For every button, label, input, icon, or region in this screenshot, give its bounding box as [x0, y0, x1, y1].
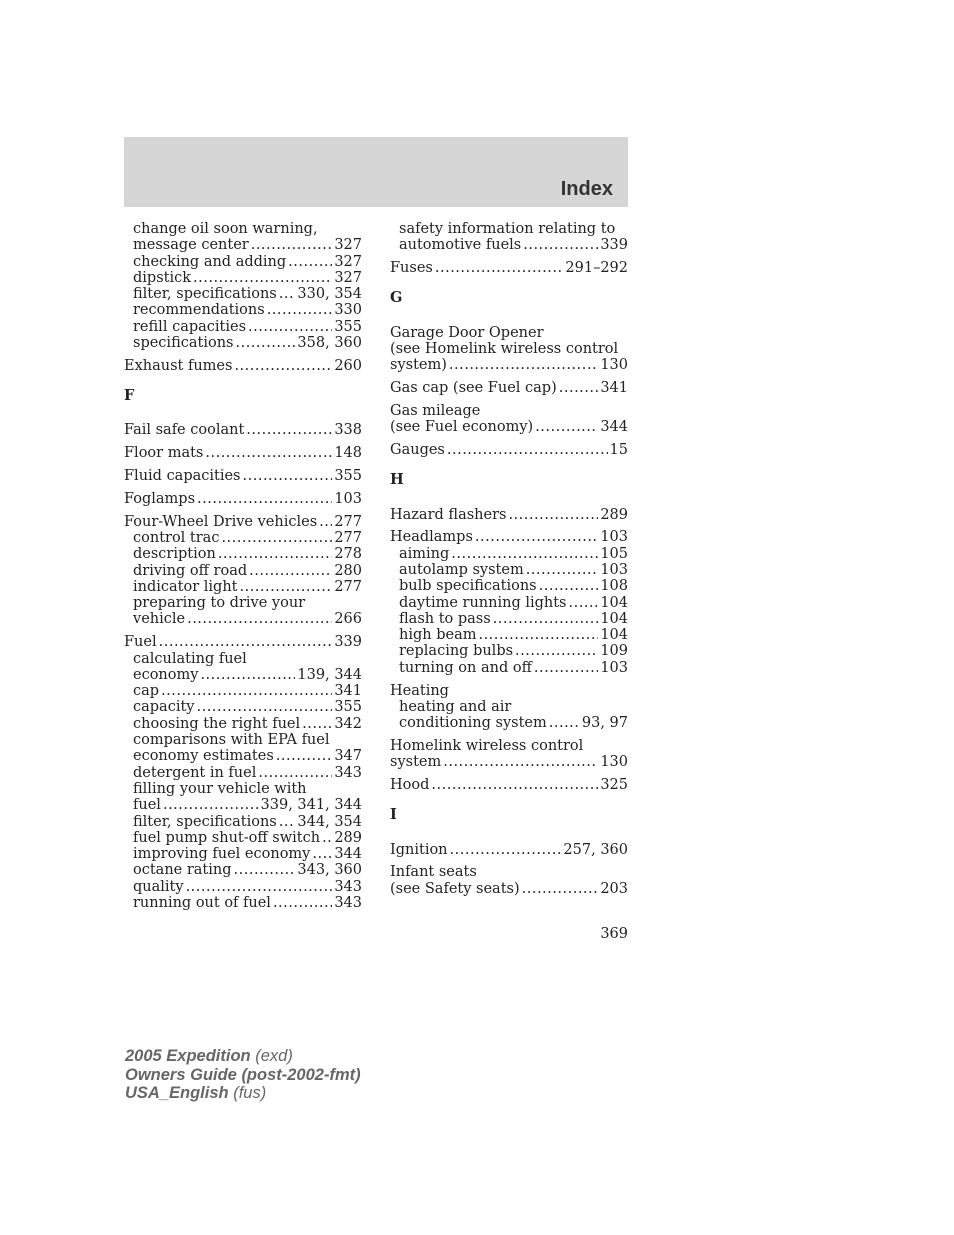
entry-text: Hood [390, 777, 430, 794]
entry-text: high beam [399, 627, 477, 644]
dot-leader [523, 237, 598, 253]
dot-leader [197, 491, 332, 507]
dot-leader [276, 748, 333, 764]
entry-page-ref: 104 [600, 594, 628, 611]
entry-text: safety information relating to [399, 221, 616, 237]
entry-page-ref: 109 [600, 643, 628, 660]
index-subentry-line [124, 595, 362, 611]
index-entry [124, 491, 362, 507]
entry-text: replacing bulbs [399, 643, 514, 660]
entry-text: autolamp system [399, 561, 524, 578]
dot-leader [539, 578, 599, 594]
index-subentry-line [390, 546, 628, 562]
index-subentry-line [390, 660, 628, 676]
index-entry-line [124, 468, 362, 484]
index-column-right [390, 221, 628, 904]
entry-text: vehicle [133, 611, 186, 628]
dot-leader [302, 716, 332, 732]
entry-page-ref: 103 [600, 561, 628, 578]
entry-page-ref: 93, 97 [581, 715, 628, 732]
entry-page-ref: 338 [334, 422, 362, 439]
entry-text: bulb specifications [399, 578, 537, 595]
entry-text: message center [133, 237, 249, 254]
index-entry-line [390, 754, 628, 770]
dot-leader [234, 862, 296, 878]
entry-text: Gas cap (see Fuel cap) [390, 380, 557, 397]
dot-leader [234, 358, 332, 374]
index-subentry-line [390, 699, 628, 715]
entry-page-ref: 339 [334, 634, 362, 651]
entry-page-ref: 355 [334, 318, 362, 335]
entry-page-ref: 358, 360 [297, 335, 362, 352]
dot-leader [267, 302, 333, 318]
index-subentry-line [390, 595, 628, 611]
entry-text: fuel [133, 797, 161, 814]
index-subentry-line [124, 732, 362, 748]
entry-page-ref: 327 [334, 253, 362, 270]
dot-leader [279, 286, 296, 302]
index-subentry-line [124, 667, 362, 683]
entry-text: change oil soon warning, [133, 221, 318, 237]
entry-text: aiming [399, 545, 450, 562]
entry-page-ref: 289 [334, 829, 362, 846]
header-bar [124, 137, 628, 207]
dot-leader [218, 546, 333, 562]
dot-leader [559, 380, 599, 396]
entry-page-ref: 139, 344 [297, 666, 362, 683]
entry-text: Gauges [390, 441, 445, 458]
entry-text: flash to pass [399, 610, 491, 627]
dot-leader [443, 754, 598, 770]
index-subentry-line [124, 270, 362, 286]
dot-leader [508, 507, 598, 523]
dot-leader [200, 667, 295, 683]
entry-page-ref: 344, 354 [297, 813, 362, 830]
dot-leader [196, 699, 332, 715]
footer-line-3 [125, 1084, 361, 1103]
index-subentry-line [124, 546, 362, 562]
entry-text: economy [133, 666, 199, 683]
dot-leader [239, 579, 332, 595]
entry-text: calculating fuel [133, 650, 247, 667]
index-entry [390, 529, 628, 676]
entry-text: recommendations [133, 302, 265, 319]
entry-page-ref: 327 [334, 237, 362, 254]
dot-leader [161, 683, 332, 699]
entry-text: Floor mats [124, 445, 204, 462]
index-letter-heading: F [124, 387, 135, 405]
footer-language: USA_English [125, 1084, 229, 1102]
index-entry-line [390, 683, 628, 699]
entry-text: Homelink wireless control [390, 737, 584, 754]
entry-text: dipstick [133, 269, 192, 286]
index-entry [124, 221, 362, 351]
index-entry [124, 422, 362, 438]
entry-text: (see Homelink wireless control [390, 340, 619, 357]
index-entry [390, 777, 628, 793]
footer-language-code: (fus) [233, 1084, 267, 1102]
entry-text: Ignition [390, 841, 448, 858]
index-entry [390, 380, 628, 396]
entry-page-ref: 344 [334, 846, 362, 863]
dot-leader [279, 814, 296, 830]
entry-page-ref: 343, 360 [297, 862, 362, 879]
footer-line-1 [125, 1047, 361, 1066]
index-letter-heading: G [390, 289, 403, 307]
entry-page-ref: 103 [600, 529, 628, 546]
entry-text: daytime running lights [399, 594, 567, 611]
dot-leader [249, 563, 332, 579]
index-subentry-line [124, 563, 362, 579]
page-number: 369 [600, 926, 628, 942]
entry-text: specifications [133, 335, 234, 352]
entry-page-ref: 257, 360 [563, 841, 628, 858]
entry-text: Fail safe coolant [124, 422, 245, 439]
dot-leader [288, 254, 332, 270]
entry-text: description [133, 546, 216, 563]
entry-page-ref: 355 [334, 468, 362, 485]
index-subentry-line [390, 221, 628, 237]
entry-text: Headlamps [390, 529, 473, 546]
index-subentry-line [390, 237, 628, 253]
index-entry-line [390, 341, 628, 357]
dot-leader [221, 530, 332, 546]
dot-leader [319, 514, 332, 530]
dot-leader [187, 611, 332, 627]
entry-page-ref: 277 [334, 578, 362, 595]
dot-leader [205, 445, 332, 461]
entry-page-ref: 339 [600, 237, 628, 254]
index-subentry-line [124, 846, 362, 862]
index-subentry-line [124, 302, 362, 318]
entry-text: economy estimates [133, 748, 274, 765]
index-entry-line [390, 380, 628, 396]
entry-page-ref: 104 [600, 627, 628, 644]
entry-text: Foglamps [124, 490, 196, 507]
entry-text: Fluid capacities [124, 468, 241, 485]
index-subentry-line [124, 579, 362, 595]
entry-page-ref: 266 [334, 611, 362, 628]
entry-page-ref: 330, 354 [297, 286, 362, 303]
dot-leader [159, 634, 333, 650]
dot-leader [431, 777, 598, 793]
dot-leader [535, 419, 598, 435]
entry-page-ref: 277 [334, 529, 362, 546]
index-subentry-line [124, 651, 362, 667]
entry-page-ref: 341 [600, 380, 628, 397]
dot-leader [246, 422, 332, 438]
dot-leader [450, 842, 562, 858]
dot-leader [258, 765, 332, 781]
entry-page-ref: 103 [600, 659, 628, 676]
index-subentry-line [124, 699, 362, 715]
index-entry [390, 442, 628, 458]
index-entry-line [124, 491, 362, 507]
entry-page-ref: 130 [600, 754, 628, 771]
index-column-left [124, 221, 362, 918]
index-subentry-line [124, 286, 362, 302]
dot-leader [235, 335, 295, 351]
dot-leader [549, 715, 580, 731]
dot-leader [526, 562, 599, 578]
index-subentry-line [124, 237, 362, 253]
entry-page-ref: 103 [334, 490, 362, 507]
index-entry [124, 634, 362, 911]
page-title: Index [560, 178, 613, 200]
entry-page-ref: 325 [600, 777, 628, 794]
entry-page-ref: 341 [334, 683, 362, 700]
entry-text: capacity [133, 699, 195, 716]
index-entry [124, 445, 362, 461]
index-entry-line [390, 881, 628, 897]
index-entry-line [390, 842, 628, 858]
index-letter-heading: H [390, 471, 404, 489]
index-letter-heading: I [390, 806, 397, 824]
entry-page-ref: 105 [600, 545, 628, 562]
entry-text: (see Safety seats) [390, 880, 520, 897]
entry-text: improving fuel economy [133, 846, 311, 863]
entry-text: (see Fuel economy) [390, 419, 534, 436]
entry-text: conditioning system [399, 715, 547, 732]
dot-leader [569, 595, 599, 611]
index-subentry-line [390, 643, 628, 659]
dot-leader [534, 660, 598, 676]
entry-text: system) [390, 357, 447, 374]
entry-text: Garage Door Opener [390, 324, 544, 341]
index-entry-line [390, 507, 628, 523]
index-entry-line [124, 445, 362, 461]
entry-text: running out of fuel [133, 894, 271, 911]
index-entry-line [390, 325, 628, 341]
entry-text: refill capacities [133, 318, 247, 335]
entry-page-ref: 344 [600, 419, 628, 436]
index-subentry-line [390, 578, 628, 594]
entry-text: turning on and off [399, 659, 532, 676]
index-subentry-line [124, 683, 362, 699]
index-entry [390, 403, 628, 436]
dot-leader [475, 529, 598, 545]
entry-text: filter, specifications [133, 286, 277, 303]
entry-text: octane rating [133, 862, 232, 879]
index-entry [390, 738, 628, 771]
entry-page-ref: 343 [334, 894, 362, 911]
entry-text: checking and adding [133, 253, 287, 270]
dot-leader [243, 468, 333, 484]
index-entry [390, 260, 628, 276]
entry-page-ref: 108 [600, 578, 628, 595]
entry-text: automotive fuels [399, 237, 522, 254]
entry-text: Fuses [390, 260, 433, 277]
entry-page-ref: 148 [334, 445, 362, 462]
entry-text: heating and air [399, 698, 512, 715]
dot-leader [435, 260, 564, 276]
entry-text: quality [133, 878, 184, 895]
index-subentry-line [124, 830, 362, 846]
dot-leader [312, 846, 332, 862]
index-subentry-line [124, 335, 362, 351]
entry-text: driving off road [133, 562, 248, 579]
index-entry [124, 468, 362, 484]
index-subentry-line [124, 765, 362, 781]
index-subentry-line [124, 254, 362, 270]
index-entry [390, 864, 628, 897]
entry-page-ref: 280 [334, 562, 362, 579]
entry-text: detergent in fuel [133, 764, 257, 781]
entry-page-ref: 291–292 [565, 260, 628, 277]
dot-leader [449, 357, 598, 373]
index-subentry-line [124, 814, 362, 830]
index-entry-line [390, 738, 628, 754]
entry-text: Infant seats [390, 864, 477, 881]
dot-leader [451, 546, 598, 562]
index-entry-line [390, 403, 628, 419]
footer-line-2 [125, 1066, 361, 1085]
index-subentry-line [390, 562, 628, 578]
dot-leader [186, 879, 333, 895]
footer-model-code: (exd) [255, 1047, 293, 1065]
entry-page-ref: 203 [600, 880, 628, 897]
entry-text: fuel pump shut-off switch [133, 829, 321, 846]
index-entry-line [124, 514, 362, 530]
index-entry [390, 507, 628, 523]
entry-text: Fuel [124, 634, 157, 651]
entry-page-ref: 347 [334, 748, 362, 765]
dot-leader [248, 319, 332, 335]
dot-leader [322, 830, 332, 846]
index-subentry-line [390, 715, 628, 731]
footer [125, 1047, 361, 1103]
entry-page-ref: 277 [334, 513, 362, 530]
entry-text: preparing to drive your [133, 595, 306, 612]
entry-text: Hazard flashers [390, 506, 507, 523]
index-subentry-line [124, 530, 362, 546]
entry-text: choosing the right fuel [133, 715, 301, 732]
index-entry-line [124, 634, 362, 650]
dot-leader [522, 881, 599, 897]
dot-leader [251, 237, 333, 253]
index-subentry-line [124, 611, 362, 627]
index-entry-line [390, 442, 628, 458]
entry-page-ref: 343 [334, 764, 362, 781]
index-subentry-line [390, 627, 628, 643]
index-subentry-line [124, 781, 362, 797]
entry-text: Heating [390, 682, 449, 699]
index-subentry-line [390, 611, 628, 627]
index-entry [390, 221, 628, 254]
entry-text: system [390, 754, 442, 771]
index-subentry-line [124, 319, 362, 335]
entry-page-ref: 330 [334, 302, 362, 319]
index-subentry-line [124, 797, 362, 813]
entry-page-ref: 130 [600, 357, 628, 374]
index-subentry-line [124, 879, 362, 895]
index-entry-line [390, 357, 628, 373]
index-entry [124, 514, 362, 628]
index-entry-line [390, 419, 628, 435]
entry-text: Exhaust fumes [124, 357, 233, 374]
index-entry-line [390, 777, 628, 793]
dot-leader [447, 442, 608, 458]
dot-leader [493, 611, 599, 627]
index-entry-line [390, 260, 628, 276]
entry-page-ref: 278 [334, 546, 362, 563]
index-subentry-line [124, 748, 362, 764]
dot-leader [273, 895, 332, 911]
entry-page-ref: 339, 341, 344 [260, 797, 362, 814]
footer-guide: Owners Guide (post-2002-fmt) [125, 1065, 361, 1084]
index-entry [390, 683, 628, 732]
index-entry [124, 358, 362, 374]
entry-page-ref: 355 [334, 699, 362, 716]
entry-page-ref: 342 [334, 715, 362, 732]
dot-leader [515, 643, 598, 659]
entry-page-ref: 104 [600, 610, 628, 627]
dot-leader [193, 270, 332, 286]
entry-page-ref: 260 [334, 357, 362, 374]
index-entry-line [390, 864, 628, 880]
entry-text: control trac [133, 529, 220, 546]
footer-model: 2005 Expedition [125, 1047, 251, 1065]
dot-leader [163, 797, 259, 813]
entry-text: comparisons with EPA fuel [133, 732, 330, 749]
entry-text: Gas mileage [390, 402, 481, 419]
index-subentry-line [124, 862, 362, 878]
index-subentry-line [124, 895, 362, 911]
entry-text: indicator light [133, 578, 238, 595]
entry-page-ref: 327 [334, 269, 362, 286]
index-entry [390, 842, 628, 858]
dot-leader [478, 627, 598, 643]
entry-text: filter, specifications [133, 813, 277, 830]
index-entry-line [124, 422, 362, 438]
entry-text: cap [133, 683, 160, 700]
index-entry-line [124, 358, 362, 374]
entry-page-ref: 343 [334, 878, 362, 895]
entry-text: Four-Wheel Drive vehicles [124, 513, 318, 530]
index-entry-line [390, 529, 628, 545]
index-subentry-line [124, 716, 362, 732]
entry-page-ref: 15 [609, 441, 628, 458]
index-entry [390, 325, 628, 374]
entry-text: filling your vehicle with [133, 780, 307, 797]
index-subentry-line [124, 221, 362, 237]
entry-page-ref: 289 [600, 506, 628, 523]
